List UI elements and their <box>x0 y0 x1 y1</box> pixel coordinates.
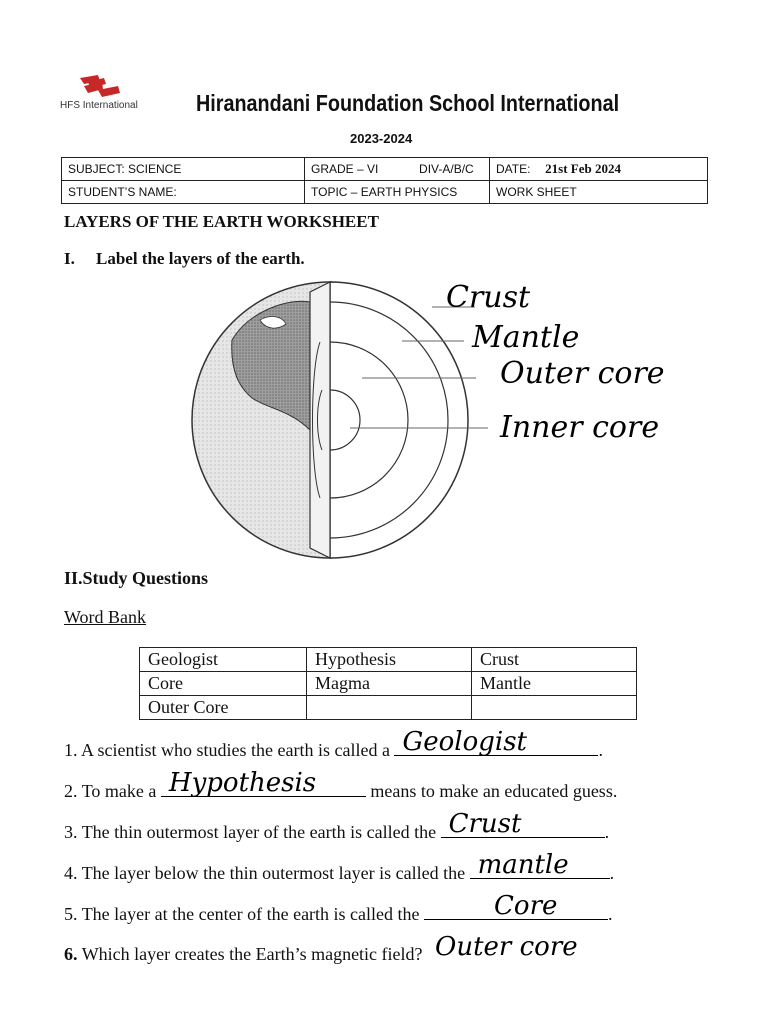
answer-blank[interactable] <box>161 768 366 798</box>
question-tail: . <box>604 822 610 842</box>
question-2 <box>64 768 618 802</box>
date-value: 21st Feb 2024 <box>545 161 621 176</box>
question-tail: . <box>598 740 603 760</box>
word-bank-cell: Core <box>140 672 307 696</box>
answer-text: mantle <box>477 850 569 880</box>
division-text: DIV-A/B/C <box>419 162 474 176</box>
question-tail: . <box>608 904 613 924</box>
answer-blank[interactable] <box>424 891 608 921</box>
question-text: To make a <box>81 781 157 801</box>
question-text: The layer below the thin outermost layer is called the <box>81 863 466 883</box>
label-crust: Crust <box>446 280 531 315</box>
worksheet-title: LAYERS OF THE EARTH WORKSHEET <box>64 212 379 231</box>
logo-text: HFS International <box>60 100 138 111</box>
word-bank-cell: Geologist <box>140 648 307 672</box>
academic-year: 2023-2024 <box>350 131 413 146</box>
answer-blank[interactable] <box>427 932 617 962</box>
question-4 <box>64 850 615 884</box>
question-text: The thin outermost layer of the earth is called the <box>81 822 437 842</box>
section-1-heading <box>64 249 305 269</box>
word-bank-cell: Crust <box>472 648 637 672</box>
word-bank-cell: Magma <box>307 672 472 696</box>
section-2-heading: II.Study Questions <box>64 568 209 588</box>
word-bank-cell: Outer Core <box>140 696 307 720</box>
question-number: 2. <box>64 781 78 801</box>
question-number: 1. <box>64 740 78 760</box>
question-tail: means to make an educated guess. <box>370 781 618 801</box>
section-1-numeral: I. <box>64 249 75 268</box>
question-6 <box>64 932 617 965</box>
label-inner-core: Inner core <box>500 410 660 445</box>
grade-cell <box>305 158 490 181</box>
worksheet-type-cell: WORK SHEET <box>490 181 708 204</box>
answer-text: Crust <box>448 809 522 839</box>
word-bank-cell <box>472 696 637 720</box>
grade-text: GRADE – VI <box>311 162 379 176</box>
answer-text: Hypothesis <box>168 768 317 798</box>
word-bank-cell <box>307 696 472 720</box>
question-text: Which layer creates the Earth’s magnetic field? <box>81 944 423 964</box>
question-5 <box>64 891 613 925</box>
question-number: 6. <box>64 944 78 964</box>
question-number: 5. <box>64 904 78 924</box>
word-bank-cell: Mantle <box>472 672 637 696</box>
answer-text: Outer core <box>435 932 578 962</box>
date-cell <box>490 158 708 181</box>
question-3 <box>64 809 610 843</box>
answer-blank[interactable] <box>394 727 598 757</box>
info-table <box>61 157 708 204</box>
subject-cell: SUBJECT: SCIENCE <box>62 158 305 181</box>
school-name: Hiranandani Foundation School International <box>196 90 620 116</box>
topic-cell: TOPIC – EARTH PHYSICS <box>305 181 490 204</box>
school-logo <box>58 72 150 116</box>
question-number: 3. <box>64 822 78 842</box>
question-number: 4. <box>64 863 78 883</box>
label-mantle: Mantle <box>472 320 580 355</box>
question-text: The layer at the center of the earth is called the <box>81 904 420 924</box>
question-text: A scientist who studies the earth is called a <box>81 740 390 760</box>
date-label: DATE: <box>496 162 531 176</box>
question-tail: . <box>609 863 615 883</box>
answer-text: Core <box>494 891 558 921</box>
answer-blank[interactable] <box>441 809 605 839</box>
word-bank-cell: Hypothesis <box>307 648 472 672</box>
answer-text: Geologist <box>402 727 527 757</box>
student-name-cell: STUDENT’S NAME: <box>62 181 305 204</box>
answer-blank[interactable] <box>470 850 610 880</box>
word-bank-title: Word Bank <box>64 607 147 627</box>
word-bank-table <box>139 647 637 720</box>
label-outer-core: Outer core <box>500 356 665 391</box>
section-1-text: Label the layers of the earth. <box>96 249 305 268</box>
question-1 <box>64 727 603 761</box>
